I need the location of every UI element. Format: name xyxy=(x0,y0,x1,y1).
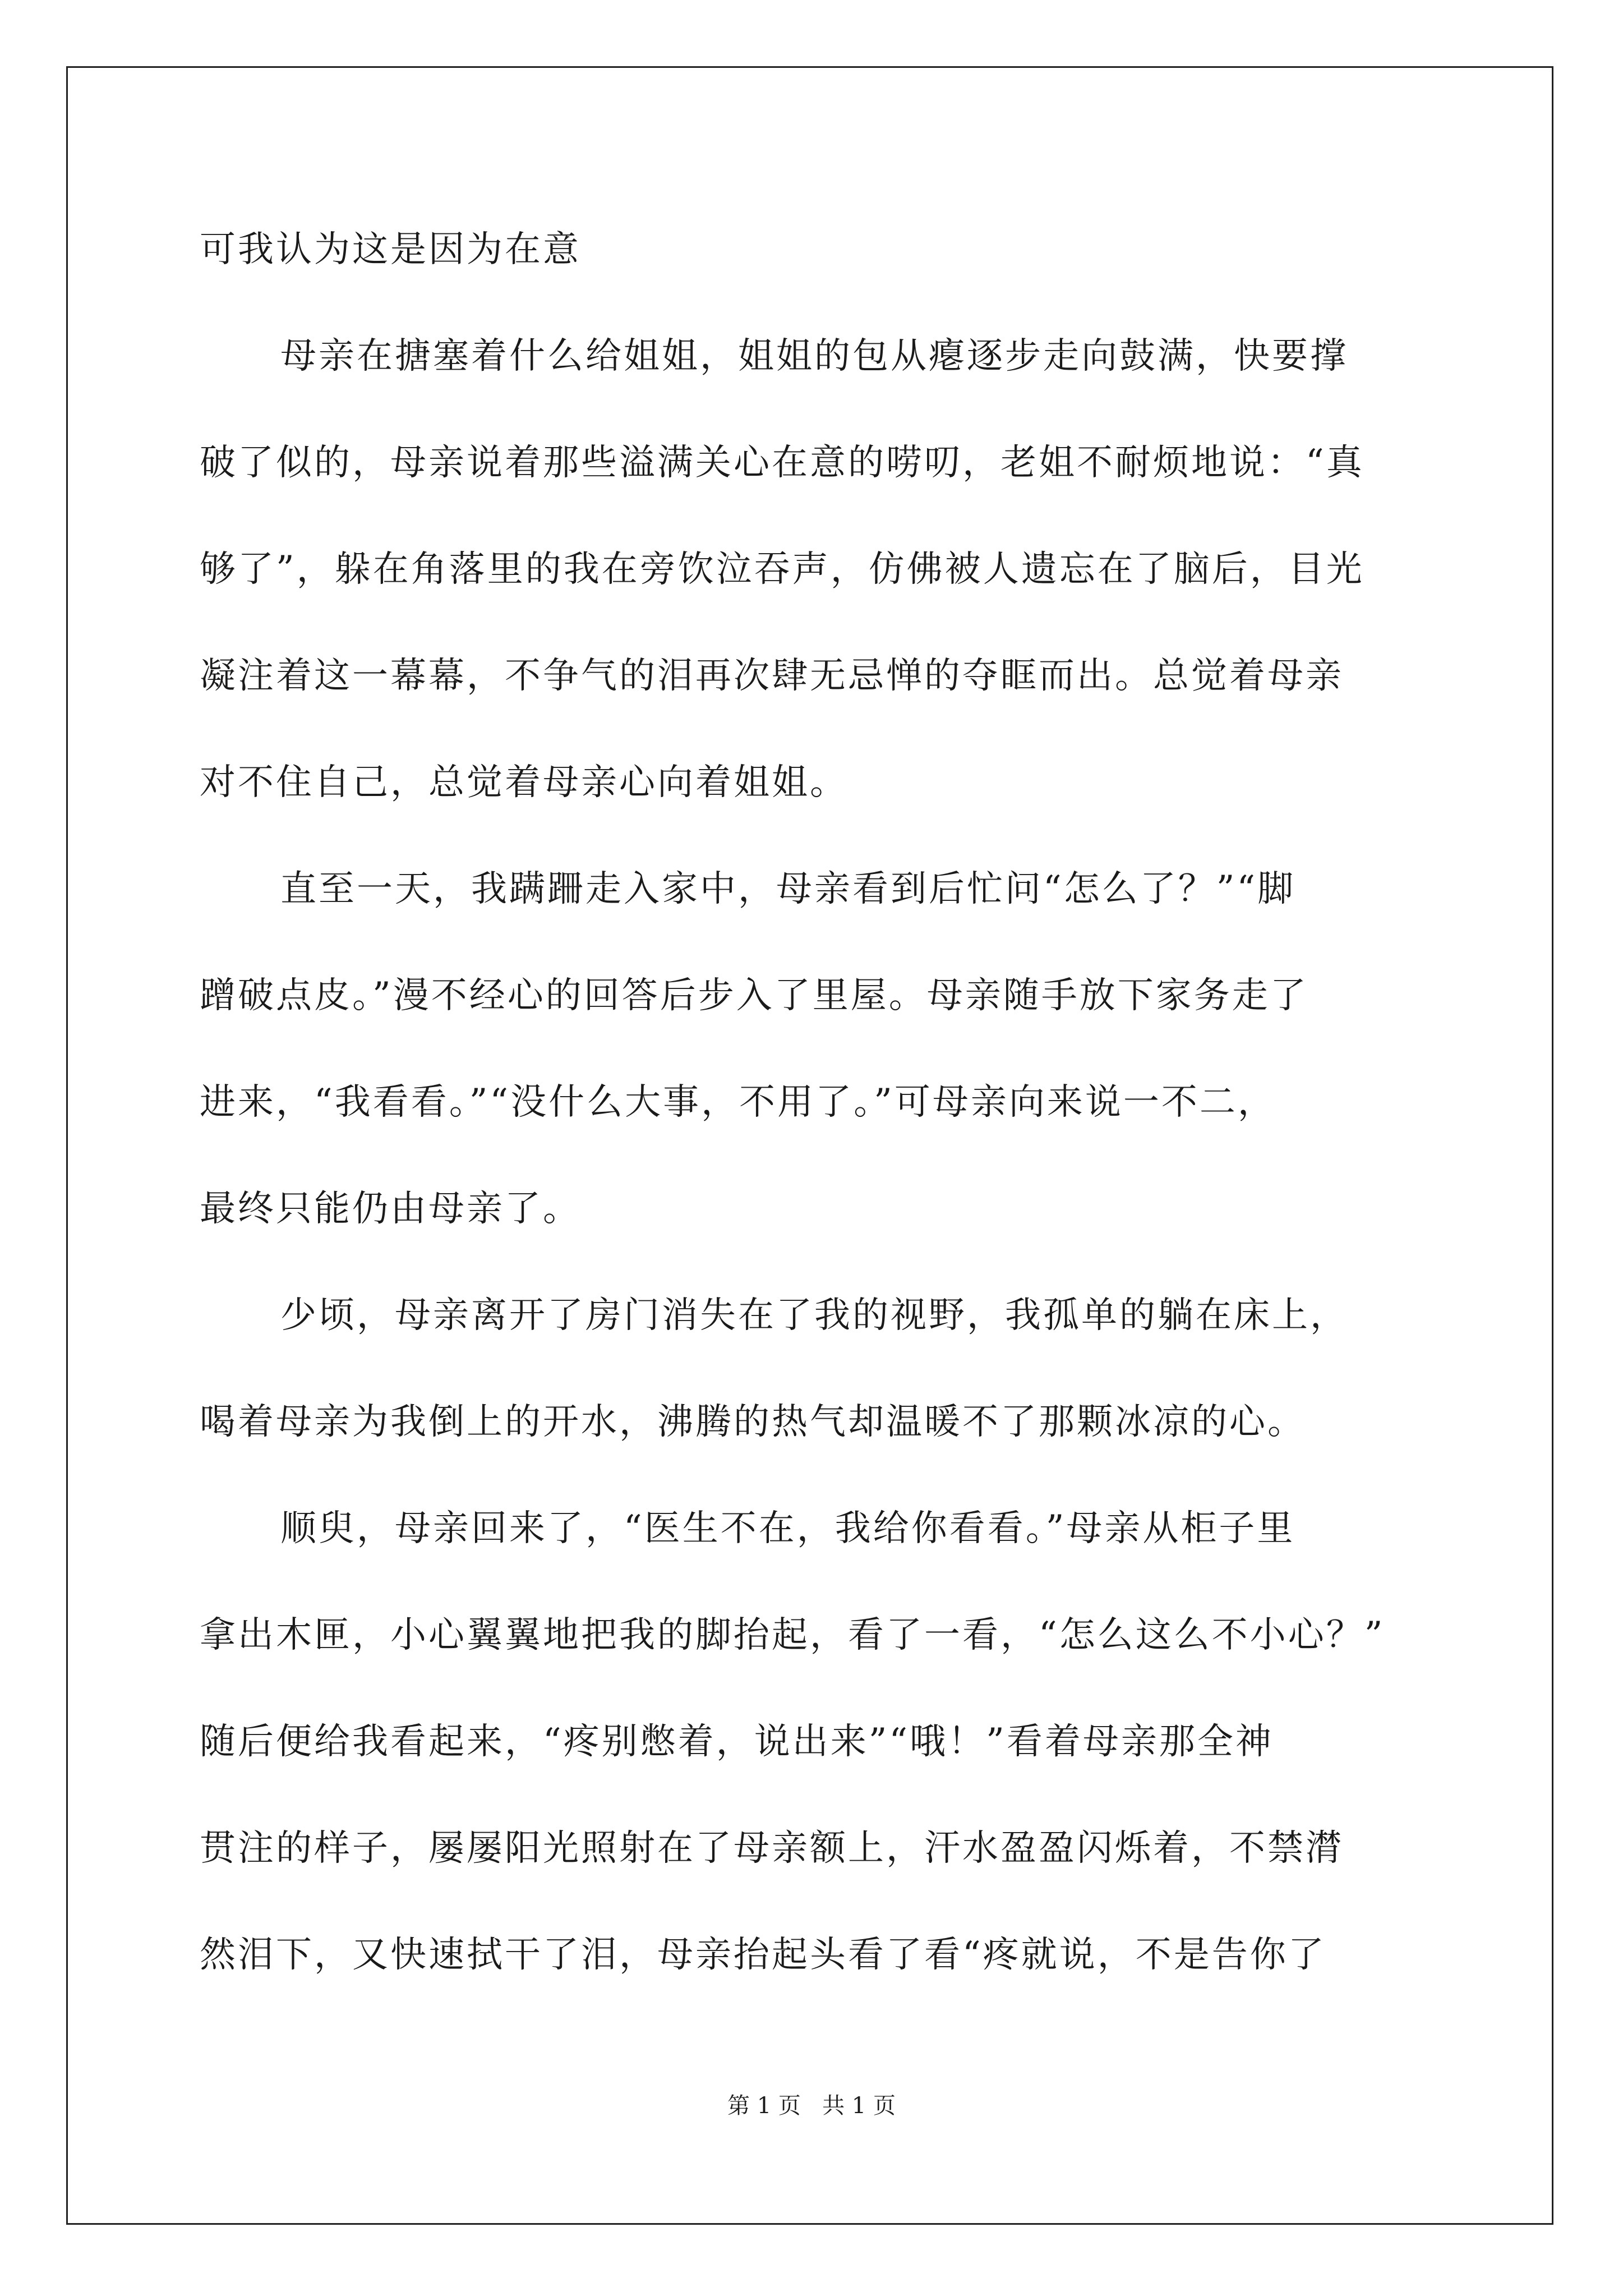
text-line: 顺臾，母亲回来了，“医生不在，我给你看看。”母亲从柜子里 xyxy=(280,1508,1295,1549)
text-line: 最终只能仍由母亲了。 xyxy=(200,1188,581,1230)
text-line: 然泪下，又快速拭干了泪，母亲抬起头看了看“疼就说，不是告你了 xyxy=(200,1934,1326,1976)
text-line: 母亲在搪塞着什么给姐姐，姐姐的包从瘪逐步走向鼓满，快要撑 xyxy=(280,335,1348,377)
text-line: 进来，“我看看。”“没什么大事，不用了。”可母亲向来说一不二， xyxy=(200,1082,1276,1123)
text-line: 直至一天，我蹒跚走入家中，母亲看到后忙问“怎么了？”“脚 xyxy=(280,868,1296,910)
text-line: 随后便给我看起来，“疼别憋着，说出来”“哦！”看着母亲那全神 xyxy=(200,1721,1274,1763)
text-line: 拿出木匣，小心翼翼地把我的脚抬起，看了一看，“怎么这么不小心？” xyxy=(200,1614,1385,1656)
text-line: 少顷，母亲离开了房门消失在了我的视野，我孤单的躺在床上， xyxy=(280,1295,1348,1336)
text-line: 喝着母亲为我倒上的开水，沸腾的热气却温暖不了那颗冰凉的心。 xyxy=(200,1401,1306,1443)
text-line: 够了”，躲在角落里的我在旁饮泣吞声，仿佛被人遗忘在了脑后，目光 xyxy=(200,549,1364,590)
text-line: 凝注着这一幕幕，不争气的泪再次肆无忌惮的夺眶而出。总觉着母亲 xyxy=(200,655,1344,697)
page-number-footer: 第 1 页 共 1 页 xyxy=(727,2093,896,2119)
page-border xyxy=(66,66,1553,2225)
text-line: 破了似的，母亲说着那些溢满关心在意的唠叨，老姐不耐烦地说：“真 xyxy=(200,442,1364,484)
text-line: 贯注的样子，屡屡阳光照射在了母亲额上，汗水盈盈闪烁着，不禁潸 xyxy=(200,1828,1344,1869)
text-line: 对不住自己，总觉着母亲心向着姐姐。 xyxy=(200,762,848,803)
text-line: 可我认为这是因为在意 xyxy=(200,229,581,270)
text-line: 蹭破点皮。”漫不经心的回答后步入了里屋。母亲随手放下家务走了 xyxy=(200,975,1308,1016)
